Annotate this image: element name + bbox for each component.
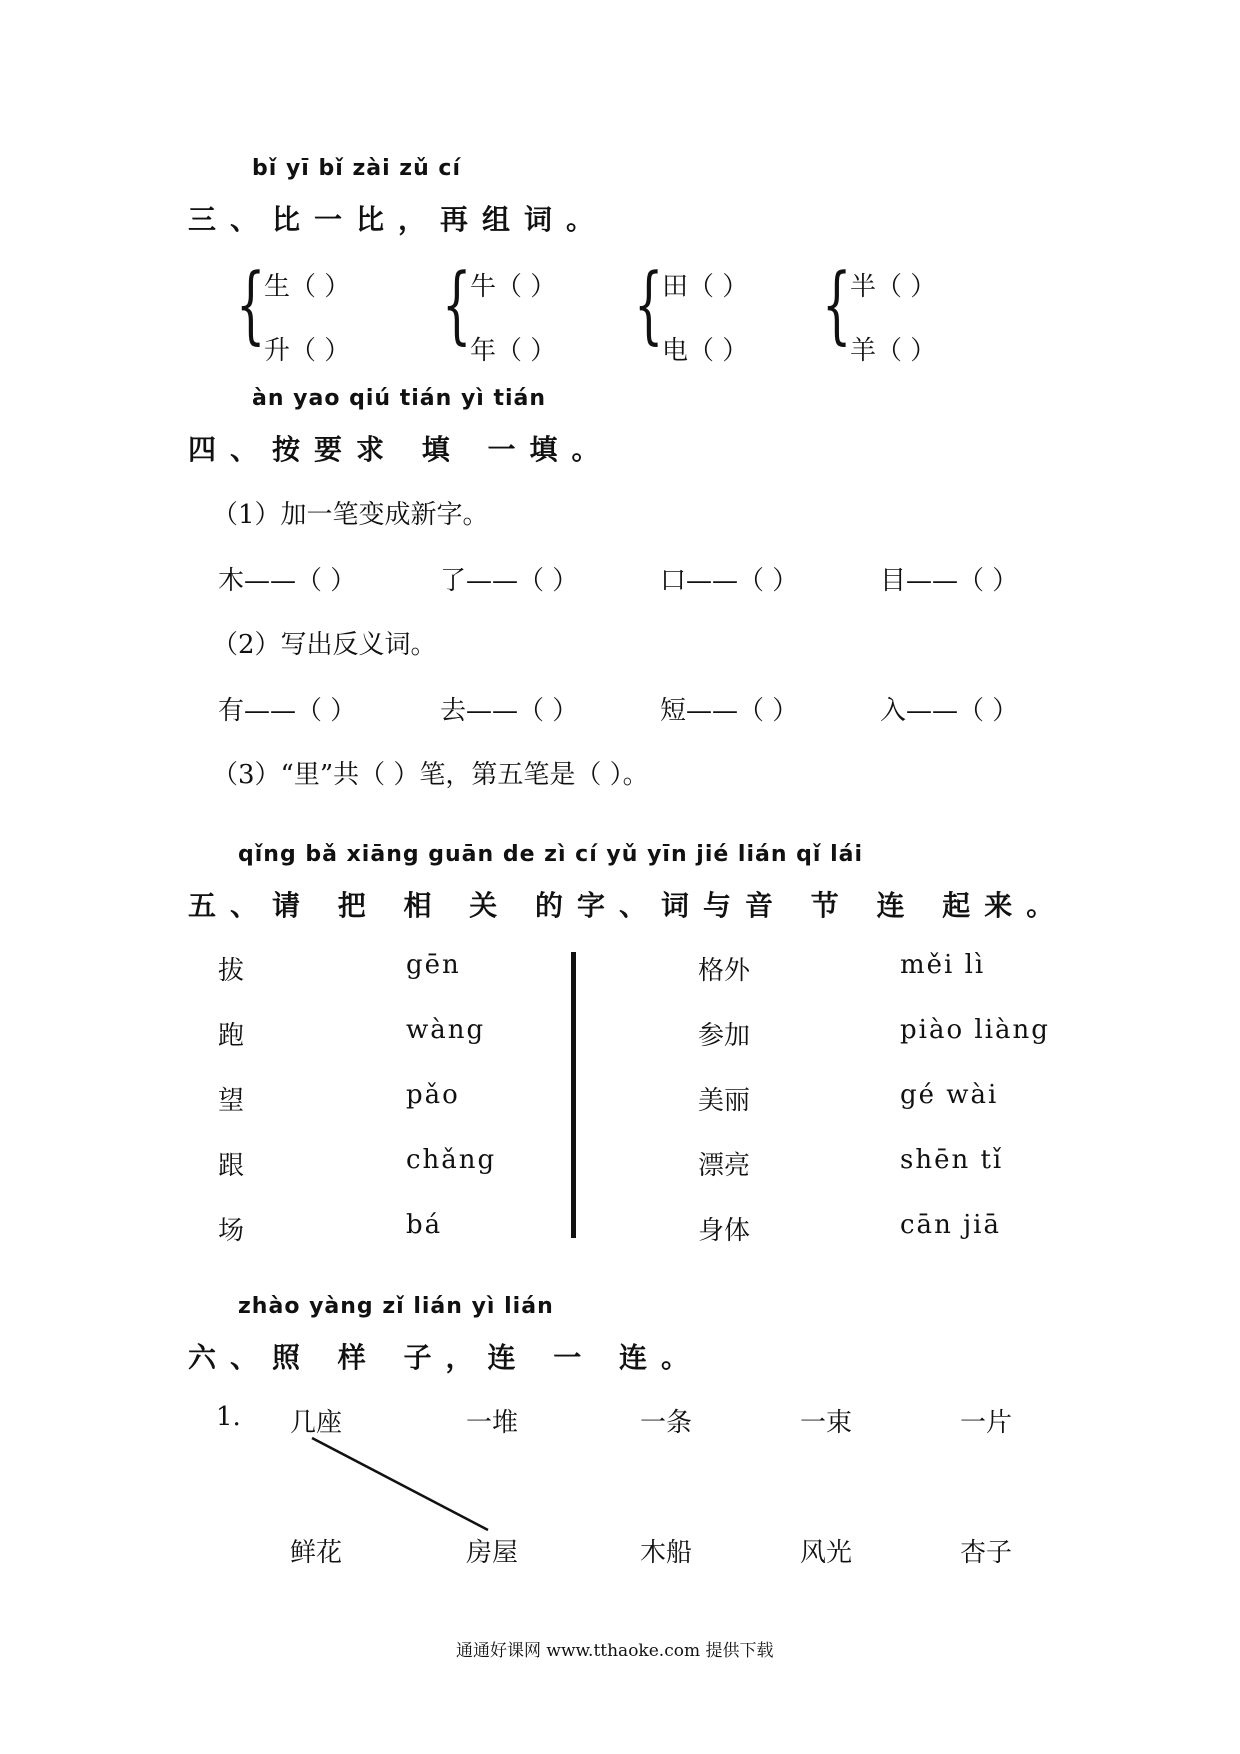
match-char: 望 <box>218 1086 245 1116</box>
match-pinyin: chǎng <box>406 1145 497 1175</box>
bottom-word: 风光 <box>800 1538 853 1568</box>
s3-pinyin: bǐ yī bǐ zài zǔ cí <box>252 156 461 181</box>
pair-top: 牛（ ） <box>470 272 557 302</box>
pair-top: 生（ ） <box>264 272 351 302</box>
item-number: 1. <box>216 1402 241 1432</box>
pair-bottom: 年（ ） <box>470 336 557 366</box>
footer-text: 通通好课网 www.tthaoke.com 提供下载 <box>456 1641 774 1661</box>
fill-item: 木——（ ） <box>218 566 357 596</box>
bottom-word: 鲜花 <box>290 1538 343 1568</box>
top-word: 一片 <box>960 1408 1013 1438</box>
s4-heading: 四、按要求 填 一填。 <box>188 433 614 466</box>
bottom-word: 杏子 <box>960 1538 1013 1568</box>
pair-top: 田（ ） <box>662 272 749 302</box>
s5-heading: 五、请 把 相 关 的字、词与音 节 连 起来。 <box>188 889 1069 922</box>
match-pinyin: gé wài <box>900 1080 999 1110</box>
match-word: 格外 <box>698 956 751 986</box>
match-char: 拔 <box>218 956 245 986</box>
top-word: 几座 <box>290 1408 343 1438</box>
match-word: 参加 <box>698 1021 751 1051</box>
match-char: 跟 <box>218 1151 245 1181</box>
s5-pinyin: qǐng bǎ xiāng guān de zì cí yǔ yīn jié lián qǐ lái <box>238 842 864 867</box>
match-char: 场 <box>218 1216 245 1246</box>
top-word: 一束 <box>800 1408 853 1438</box>
match-pinyin: gēn <box>406 950 461 980</box>
fill-item: 短——（ ） <box>660 696 799 726</box>
s6-pinyin: zhào yàng zǐ lián yì lián <box>238 1294 554 1319</box>
s4-q1: （1）加一笔变成新字。 <box>212 500 489 530</box>
match-word: 美丽 <box>698 1086 751 1116</box>
top-word: 一堆 <box>466 1408 519 1438</box>
s4-q3: （3）“里”共（ ）笔，第五笔是（ ）。 <box>212 760 649 790</box>
fill-item: 有——（ ） <box>218 696 357 726</box>
fill-item: 了——（ ） <box>440 566 579 596</box>
fill-item: 去——（ ） <box>440 696 579 726</box>
match-pinyin: wàng <box>406 1015 486 1045</box>
bottom-word: 房屋 <box>466 1538 519 1568</box>
fill-item: 口——（ ） <box>660 566 799 596</box>
s4-q2: （2）写出反义词。 <box>212 630 437 660</box>
match-pinyin: cān jiā <box>900 1210 1001 1240</box>
brace: { <box>236 255 266 353</box>
connector-line <box>312 1438 488 1530</box>
pair-bottom: 升（ ） <box>264 336 351 366</box>
bottom-word: 木船 <box>640 1538 693 1568</box>
match-pinyin: shēn tǐ <box>900 1145 1004 1175</box>
match-pinyin: pǎo <box>406 1080 460 1110</box>
match-word: 身体 <box>698 1216 751 1246</box>
match-pinyin: piào liàng <box>900 1015 1050 1045</box>
s3-heading: 三、比一比，再组词。 <box>188 203 609 236</box>
top-word: 一条 <box>640 1408 693 1438</box>
brace: { <box>822 255 852 353</box>
match-pinyin: měi lì <box>900 950 986 980</box>
fill-item: 目——（ ） <box>880 566 1019 596</box>
match-word: 漂亮 <box>698 1151 751 1181</box>
pair-top: 半（ ） <box>850 272 937 302</box>
s6-heading: 六、照 样 子，连 一 连。 <box>188 1341 703 1374</box>
fill-item: 入——（ ） <box>880 696 1019 726</box>
match-char: 跑 <box>218 1021 245 1051</box>
s4-pinyin: àn yao qiú tián yì tián <box>252 386 547 411</box>
brace: { <box>634 255 664 353</box>
pair-bottom: 羊（ ） <box>850 336 937 366</box>
pair-bottom: 电（ ） <box>662 336 749 366</box>
match-pinyin: bá <box>406 1210 443 1240</box>
brace: { <box>442 255 472 353</box>
